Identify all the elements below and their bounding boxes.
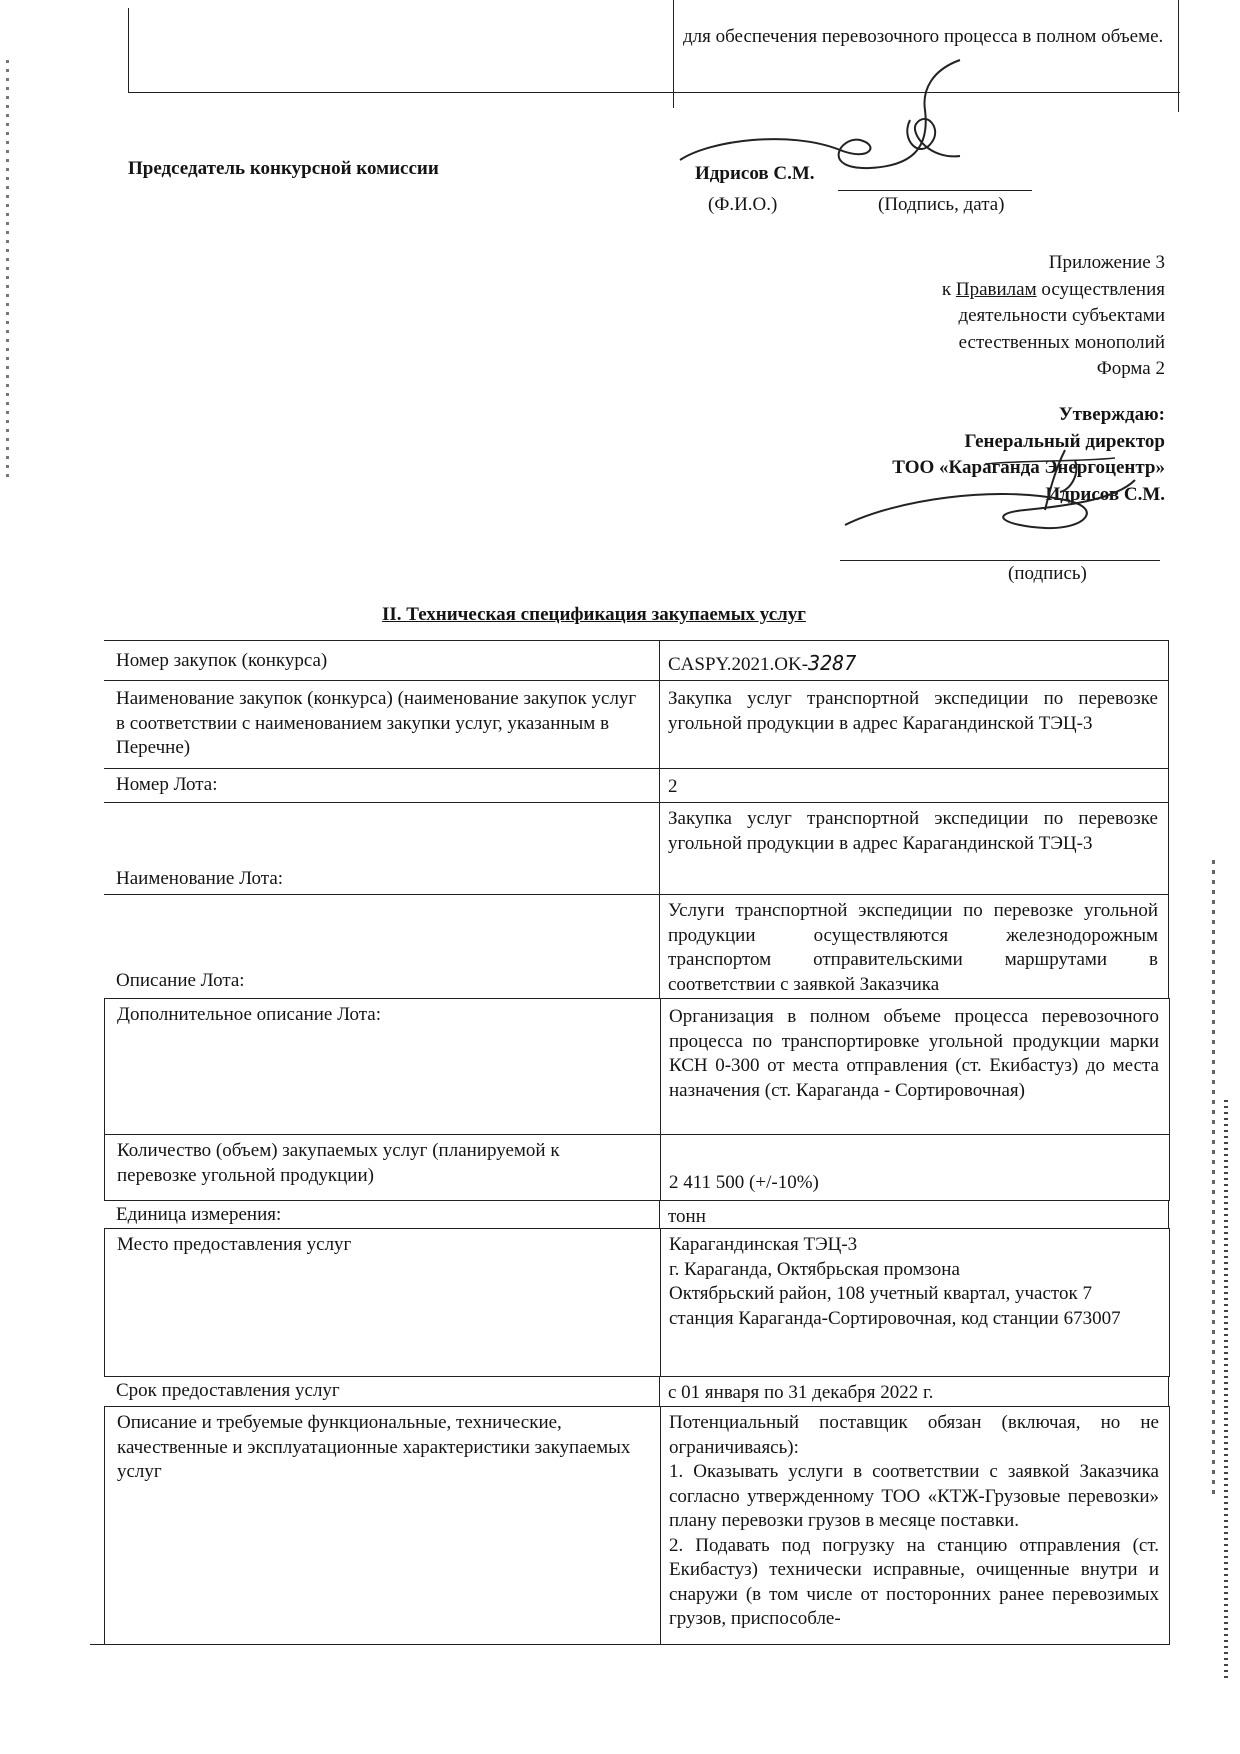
- approval-line-1: Утверждаю:: [1058, 404, 1165, 425]
- appendix-reference: [942, 250, 1165, 383]
- handwritten-signature: [670, 50, 1010, 185]
- rules-link[interactable]: Правилам: [955, 278, 1037, 300]
- purchase-number: CASPY.2021.OK-: [668, 654, 809, 675]
- handwritten-number: 3287: [808, 651, 857, 675]
- previous-table-fragment: [128, 0, 1180, 112]
- appendix-line-4: естественных монополий: [958, 331, 1165, 353]
- row-label: Единица измерения:: [116, 1204, 282, 1225]
- row-value: 2 411 500 (+/-10%): [669, 1172, 819, 1193]
- row-label: Описание Лота:: [116, 970, 245, 991]
- table-border-bottom: [128, 92, 1180, 93]
- appendix-line-2-suffix: осуществления: [1036, 278, 1165, 300]
- table-row: [104, 768, 1169, 803]
- table-row: [104, 1200, 1169, 1229]
- row-label: Дополнительное описание Лота:: [117, 1004, 382, 1025]
- address-line: Карагандинская ТЭЦ-3: [669, 1234, 858, 1255]
- approval-line-4: Идрисов С.М.: [1045, 483, 1165, 505]
- address-line: Октябрьский район, 108 учетный квартал, участок 7: [669, 1283, 1092, 1304]
- row-label: Количество (объем) закупаемых услуг (планируемой к перевозке угольной продукции): [117, 1140, 560, 1186]
- row-value: тонн: [668, 1206, 706, 1227]
- row-label: Номер Лота:: [116, 774, 218, 795]
- address-line: г. Караганда, Октябрьская промзона: [669, 1258, 960, 1280]
- table-row: [104, 1134, 1170, 1201]
- approval-line-2: Генеральный директор: [964, 430, 1165, 452]
- row-label: Срок предоставления услуг: [116, 1380, 340, 1401]
- table-row: [104, 680, 1169, 769]
- table-border-bottom: [90, 1644, 1170, 1645]
- commission-chair-title: Председатель конкурсной комиссии: [128, 158, 439, 179]
- table-row: [104, 802, 1169, 895]
- row-label: Описание и требуемые функциональные, технические, качественные и эксплуатационные характеристики закупаемых услуг: [117, 1412, 631, 1482]
- requirement-item: 2. Подавать под погрузку на станцию отправления (ст. Екибастуз) технически исправные, очищенные внутри и снаружи (в том числе от посторонних ранее перевозимых грузов, приспособле-: [669, 1534, 1159, 1629]
- approval-signature-caption: (подпись): [1008, 563, 1087, 584]
- appendix-line-2-prefix: к: [941, 278, 956, 300]
- appendix-line-1: Приложение 3: [1048, 252, 1165, 273]
- row-value: [669, 1233, 1159, 1331]
- table-border-left: [128, 8, 129, 92]
- row-value: Закупка услуг транспортной экспедиции по перевозке угольной продукции в адрес Карагандинской ТЭЦ-3: [668, 808, 1158, 854]
- row-value: 2: [668, 776, 678, 797]
- scan-artifact: [6, 60, 9, 480]
- row-label: Наименование Лота:: [116, 868, 284, 889]
- appendix-line-5: Форма 2: [1096, 358, 1165, 379]
- row-value: [669, 1411, 1159, 1632]
- requirement-item: 1. Оказывать услуги в соответствии с заявкой Заказчика согласно утвержденному ТОО «КТЖ-Грузовые перевозки» плану перевозки грузов в месяце поставки.: [669, 1461, 1159, 1531]
- appendix-line-2: [942, 277, 1165, 304]
- table-row: [104, 1228, 1170, 1377]
- previous-table-cell-text: для обеспечения перевозочного процесса в полном объеме.: [683, 26, 1164, 47]
- row-value: Услуги транспортной экспедиции по перевозке угольной продукции осуществляются железнодорожным транспортом отправительскими маршрутами в соответствии с заявкой Заказчика: [668, 900, 1158, 995]
- approval-signature-line: [840, 560, 1160, 561]
- requirement-item: Потенциальный поставщик обязан (включая, но не ограничиваясь):: [669, 1412, 1159, 1458]
- table-row: [104, 640, 1169, 681]
- row-value: [668, 651, 1158, 678]
- table-row: [104, 1376, 1169, 1407]
- table-row: [104, 1406, 1170, 1645]
- address-line: станция Караганда-Сортировочная, код станции 673007: [669, 1307, 1121, 1329]
- row-value: Организация в полном объеме процесса перевозочного процесса по транспортировке угольной продукции марки КСН 0-300 от места отправления (ст. Екибастуз) до места назначения (ст. Караганда - Сортировочная): [669, 1006, 1159, 1101]
- row-label: Наименование закупок (конкурса) (наименование закупок услуг в соответствии с наименованием закупки услуг, указанным в Перечне): [116, 688, 637, 758]
- approval-line-3: ТОО «Караганда Энергоцентр»: [892, 457, 1165, 478]
- row-label: Номер закупок (конкурса): [116, 650, 328, 671]
- signature-line: [838, 190, 1032, 191]
- handwritten-signature: [835, 430, 1165, 565]
- section-title: II. Техническая спецификация закупаемых услуг: [382, 604, 806, 625]
- appendix-line-3: деятельности субъектами: [958, 305, 1165, 326]
- table-row: [104, 894, 1169, 999]
- scan-artifact: [1224, 1100, 1228, 1680]
- commission-chair-name: Идрисов С.М.: [695, 163, 815, 184]
- table-border-right: [1178, 0, 1179, 112]
- scan-artifact: [1212, 860, 1215, 1500]
- signature-date-caption: (Подпись, дата): [878, 194, 1005, 215]
- fio-caption: (Ф.И.О.): [708, 194, 778, 215]
- row-label: Место предоставления услуг: [117, 1234, 352, 1255]
- technical-specification-table: [104, 640, 1168, 1644]
- row-value: Закупка услуг транспортной экспедиции по перевозке угольной продукции в адрес Карагандинской ТЭЦ-3: [668, 688, 1158, 734]
- row-value: с 01 января по 31 декабря 2022 г.: [668, 1382, 934, 1403]
- table-row: [104, 998, 1170, 1135]
